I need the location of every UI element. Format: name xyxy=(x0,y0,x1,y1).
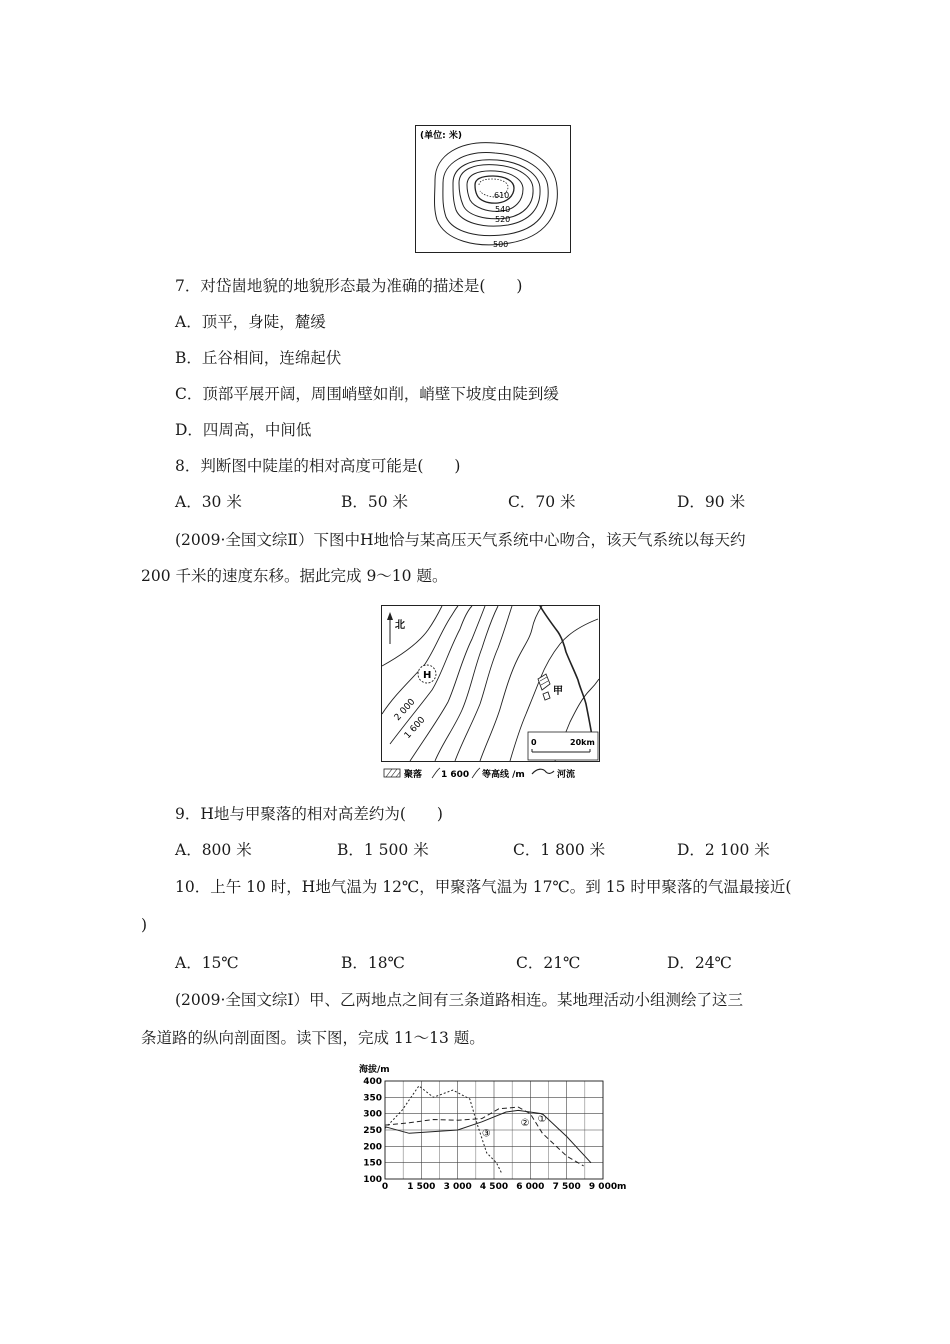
svg-text:等高线 /m: 等高线 /m xyxy=(482,770,525,780)
x-tick-label: 4 500 xyxy=(479,1182,509,1192)
series-label-3: ③ xyxy=(481,1128,491,1140)
question-7-option-b: B．丘谷相间，连绵起伏 xyxy=(175,349,342,367)
series-label-2: ② xyxy=(520,1118,530,1130)
question-9-stem: 9．H地与甲聚落的相对高差约为( ) xyxy=(175,805,443,823)
series-label-1: ① xyxy=(537,1113,547,1125)
question-8-option-d: D．90 米 xyxy=(677,493,746,511)
question-9-option-c: C．1 800 米 xyxy=(513,841,606,859)
svg-text:河流: 河流 xyxy=(557,770,576,780)
intro-3-line-1: (2009·全国文综Ⅰ）甲、乙两地点之间有三条道路相连。某地理活动小组测绘了这三 xyxy=(175,991,744,1009)
x-tick-label: 0 xyxy=(381,1182,389,1192)
y-tick-label: 300 xyxy=(363,1109,382,1120)
y-tick-label: 400 xyxy=(363,1077,382,1087)
intro-2-line-2: 200 千米的速度东移。据此完成 9～10 题。 xyxy=(141,567,448,585)
x-tick-label: 9 000 xyxy=(588,1182,618,1192)
svg-text:聚落: 聚落 xyxy=(404,770,423,780)
contour-label-540: 540 xyxy=(495,205,511,214)
y-tick-label: 200 xyxy=(363,1142,382,1153)
y-tick-label: 100 xyxy=(363,1175,382,1185)
x-tick-label: 7 500 xyxy=(552,1182,581,1192)
x-axis-unit: m xyxy=(617,1182,627,1192)
question-8-option-a: A．30 米 xyxy=(175,493,242,511)
question-7-option-d: D．四周高，中间低 xyxy=(175,421,312,439)
profile-chart-svg xyxy=(355,1062,635,1197)
question-8-option-c: C．70 米 xyxy=(508,493,576,511)
x-tick-label: 1 500 xyxy=(407,1182,436,1192)
intro-2-line-1: (2009·全国文综Ⅱ）下图中H地恰与某高压天气系统中心吻合，该天气系统以每天约 xyxy=(175,531,746,549)
contour-label-1600: 1 600 xyxy=(402,715,428,742)
y-axis-label: 海拔/m xyxy=(359,1065,390,1075)
contour-label-500: 500 xyxy=(493,240,509,249)
settlement-label: 甲 xyxy=(553,686,563,697)
svg-text:1 600: 1 600 xyxy=(441,770,470,780)
h-label: H xyxy=(423,670,432,681)
elevation-profile-chart xyxy=(355,1062,635,1197)
y-tick-label: 250 xyxy=(363,1126,382,1136)
x-tick-label: 6 000 xyxy=(516,1182,545,1192)
question-10-option-b: B．18℃ xyxy=(341,954,405,972)
topographic-map-figure xyxy=(380,604,602,784)
scale-bar xyxy=(528,732,598,760)
question-7-stem: 7．对岱崮地貌的地貌形态最为准确的描述是( ) xyxy=(175,277,523,295)
question-10-stem: 10．上午 10 时，H地气温为 12℃，甲聚落气温为 17℃。到 15 时甲聚落的气温最接近( xyxy=(175,878,792,896)
map-legend xyxy=(384,768,575,780)
north-label: 北 xyxy=(395,620,405,631)
question-10-option-d: D．24℃ xyxy=(667,954,732,972)
contour-map-figure xyxy=(415,125,571,253)
question-10-stem-continued: ) xyxy=(141,916,148,934)
unit-label: (单位: 米) xyxy=(420,131,462,141)
intro-3-line-2: 条道路的纵向剖面图。读下图，完成 11～13 题。 xyxy=(141,1029,485,1047)
question-9-option-a: A．800 米 xyxy=(175,841,252,859)
question-8-stem: 8．判断图中陡崖的相对高度可能是( ) xyxy=(175,457,461,475)
question-10-option-c: C．21℃ xyxy=(516,954,581,972)
contour-label-2000: 2 000 xyxy=(392,697,418,724)
x-tick-label: 3 000 xyxy=(443,1182,472,1192)
question-9-option-b: B．1 500 米 xyxy=(337,841,429,859)
y-tick-label: 150 xyxy=(363,1158,382,1169)
contour-label-610: 610 xyxy=(494,191,510,200)
question-9-option-d: D．2 100 米 xyxy=(677,841,770,859)
svg-text:0: 0 xyxy=(531,738,537,747)
question-7-option-c: C．顶部平展开阔，周围峭壁如削，峭壁下坡度由陡到缓 xyxy=(175,385,559,403)
y-tick-label: 350 xyxy=(363,1093,382,1104)
svg-text:20km: 20km xyxy=(570,738,595,747)
question-10-option-a: A．15℃ xyxy=(175,954,239,972)
question-8-option-b: B．50 米 xyxy=(341,493,409,511)
question-7-option-a: A．顶平，身陡，麓缓 xyxy=(175,313,326,331)
contour-label-520: 520 xyxy=(495,215,511,224)
